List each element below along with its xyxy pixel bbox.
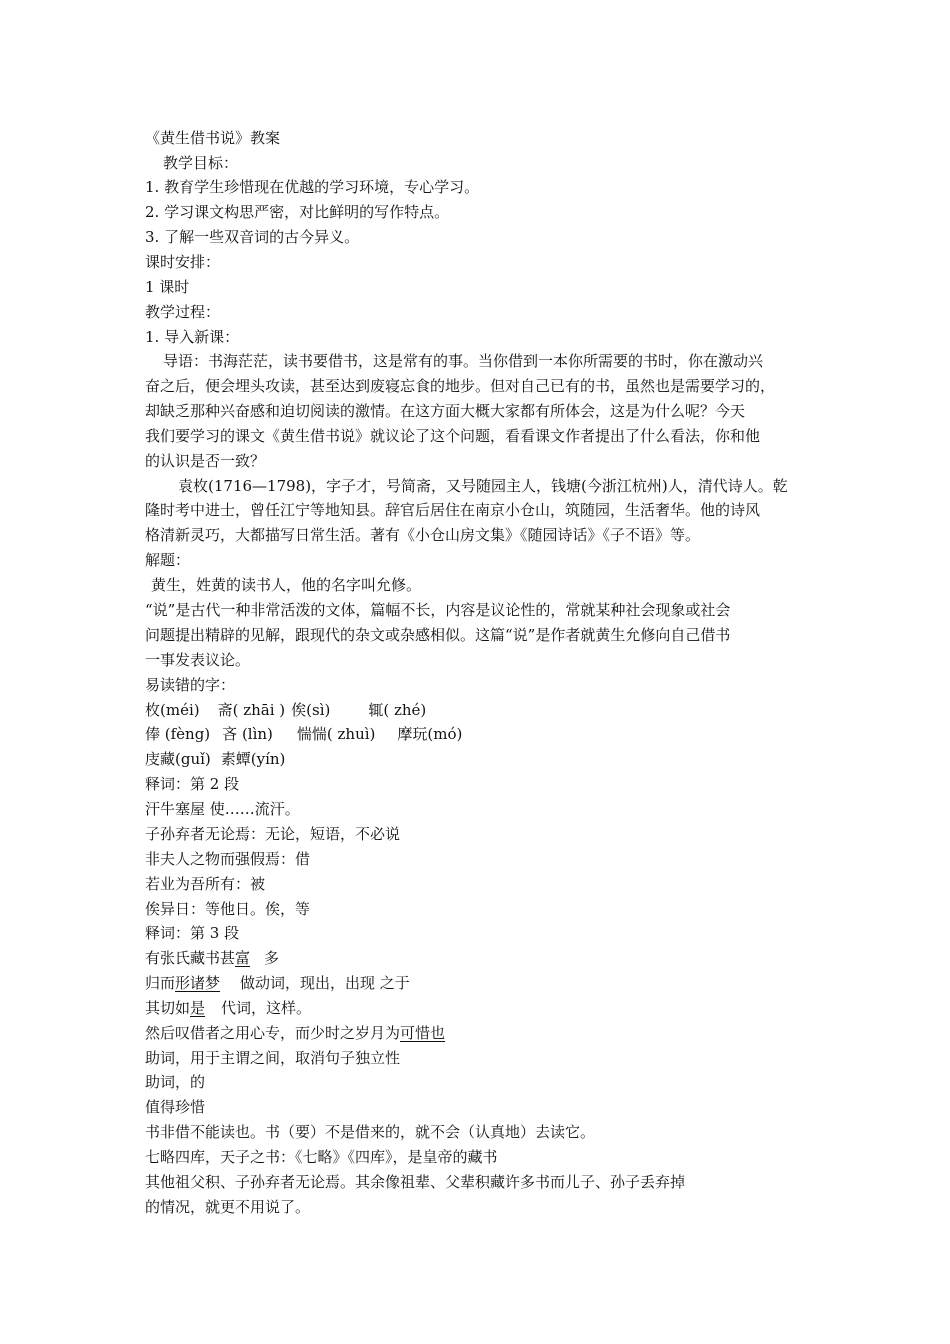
gloss-underlined-word: 富	[235, 949, 251, 967]
misread-item: 俟(sì)	[291, 701, 331, 719]
gloss-underlined-word: 形诸梦	[175, 974, 221, 992]
misread-row	[145, 722, 462, 746]
gloss-item: 非夫人之物而强假焉：借	[145, 850, 311, 868]
misread-item: 庋藏(guǐ)	[145, 750, 211, 768]
misread-row	[145, 747, 285, 771]
misread-item: 素蟫(yín)	[220, 750, 286, 768]
gloss-item: 汗牛塞屋 使……流汗。	[145, 800, 300, 818]
intro-paragraph-line: 我们要学习的课文《黄生借书说》就议论了这个问题，看看课文作者提出了什么看法，你和他	[145, 427, 761, 445]
misread-item: 斋( zhāi )	[217, 701, 286, 719]
intro-heading: 1. 导入新课：	[145, 328, 240, 346]
gloss-text: 代词，这样。	[221, 999, 312, 1017]
misread-row	[145, 698, 426, 722]
gloss-text: 多	[264, 949, 280, 967]
gloss-item	[145, 946, 279, 970]
jieti-heading: 解题：	[145, 551, 191, 569]
intro-paragraph-line: 奋之后，便会埋头攻读，甚至达到废寝忘食的地步。但对自己已有的书，虽然也是需要学习的，	[145, 377, 776, 395]
gloss-item: 助词，用于主谓之间，取消句子独立性	[145, 1049, 401, 1067]
intro-paragraph-line: 导语：书海茫茫，读书要借书，这是常有的事。当你借到一本你所需要的书时，你在激动兴	[163, 352, 764, 370]
intro-paragraph-line: 的认识是否一致？	[145, 452, 266, 470]
gloss-text: 有张氏藏书甚	[145, 949, 236, 967]
gloss-item	[145, 1021, 445, 1045]
document-title: 《黄生借书说》教案	[145, 129, 281, 147]
gloss-text: 做动词，现出，出现 之于	[240, 974, 410, 992]
misread-heading: 易读错的字：	[145, 676, 236, 694]
gloss-item	[145, 971, 410, 995]
misread-item: 惴惴( zhuì)	[296, 725, 376, 743]
misread-item: 辄( zhé)	[368, 701, 427, 719]
misread-item: 摩玩(mó)	[397, 725, 463, 743]
gloss-heading: 释词：第 2 段	[145, 775, 240, 793]
gloss-text: 归而	[145, 974, 176, 992]
gloss-item: 助词，的	[145, 1073, 206, 1091]
jieti-text: 黄生，姓黄的读书人，他的名字叫允修。	[151, 576, 422, 594]
process-heading: 教学过程：	[145, 303, 221, 321]
schedule-heading: 课时安排：	[145, 253, 221, 271]
gloss-underlined-word: 可惜也	[400, 1024, 446, 1042]
misread-item: 吝 (lìn)	[222, 725, 273, 743]
misread-item: 枚(méi)	[145, 701, 200, 719]
shuo-paragraph-line: 一事发表议论。	[145, 651, 251, 669]
goal-item: 3. 了解一些双音词的古今异义。	[145, 228, 360, 246]
goal-item: 1. 教育学生珍惜现在优越的学习环境，专心学习。	[145, 178, 480, 196]
gloss-item: 子孙弃者无论焉：无论，短语，不必说	[145, 825, 401, 843]
gloss-item: 书非借不能读也。书（要）不是借来的，就不会（认真地）去读它。	[145, 1123, 596, 1141]
misread-item: 俸 (fèng)	[145, 725, 211, 743]
gloss-item: 其他祖父积、子孙弃者无论焉。其余像祖辈、父辈积藏许多书而儿子、孙子丢弃掉	[145, 1173, 686, 1191]
schedule-value: 1 课时	[145, 278, 190, 296]
gloss-text: 其切如	[145, 999, 191, 1017]
goal-item: 2. 学习课文构思严密，对比鲜明的写作特点。	[145, 203, 450, 221]
gloss-heading: 释词：第 3 段	[145, 924, 240, 942]
intro-paragraph-line: 却缺乏那种兴奋感和迫切阅读的激情。在这方面大概大家都有所体会，这是为什么呢？今天	[145, 402, 746, 420]
gloss-item	[145, 996, 311, 1020]
author-paragraph-line: 格清新灵巧，大都描写日常生活。著有《小仓山房文集》《随园诗话》《子不语》等。	[145, 526, 701, 544]
gloss-item: 的情况，就更不用说了。	[145, 1198, 311, 1216]
gloss-underlined-word: 是	[190, 999, 206, 1017]
gloss-item: 值得珍惜	[145, 1098, 206, 1116]
gloss-text: 然后叹借者之用心专，而少时之岁月为	[145, 1024, 401, 1042]
shuo-paragraph-line: “说”是古代一种非常活泼的文体，篇幅不长，内容是议论性的，常就某种社会现象或社会	[145, 601, 731, 619]
gloss-item: 若业为吾所有：被	[145, 875, 266, 893]
author-paragraph-line: 隆时考中进士，曾任江宁等地知县。辞官后居住在南京小仓山，筑随园，生活奢华。他的诗风	[145, 501, 761, 519]
goals-heading: 教学目标：	[163, 154, 239, 172]
shuo-paragraph-line: 问题提出精辟的见解，跟现代的杂文或杂感相似。这篇“说”是作者就黄生允修向自己借书	[145, 626, 731, 644]
gloss-item: 七略四库，天子之书：《七略》《四库》，是皇帝的藏书	[145, 1148, 498, 1166]
author-paragraph-line: 袁枚(1716—1798)，字子才，号简斋，又号随园主人，钱塘(今浙江杭州)人，清代诗人。乾	[178, 477, 788, 495]
gloss-item: 俟异日：等他日。俟，等	[145, 900, 311, 918]
